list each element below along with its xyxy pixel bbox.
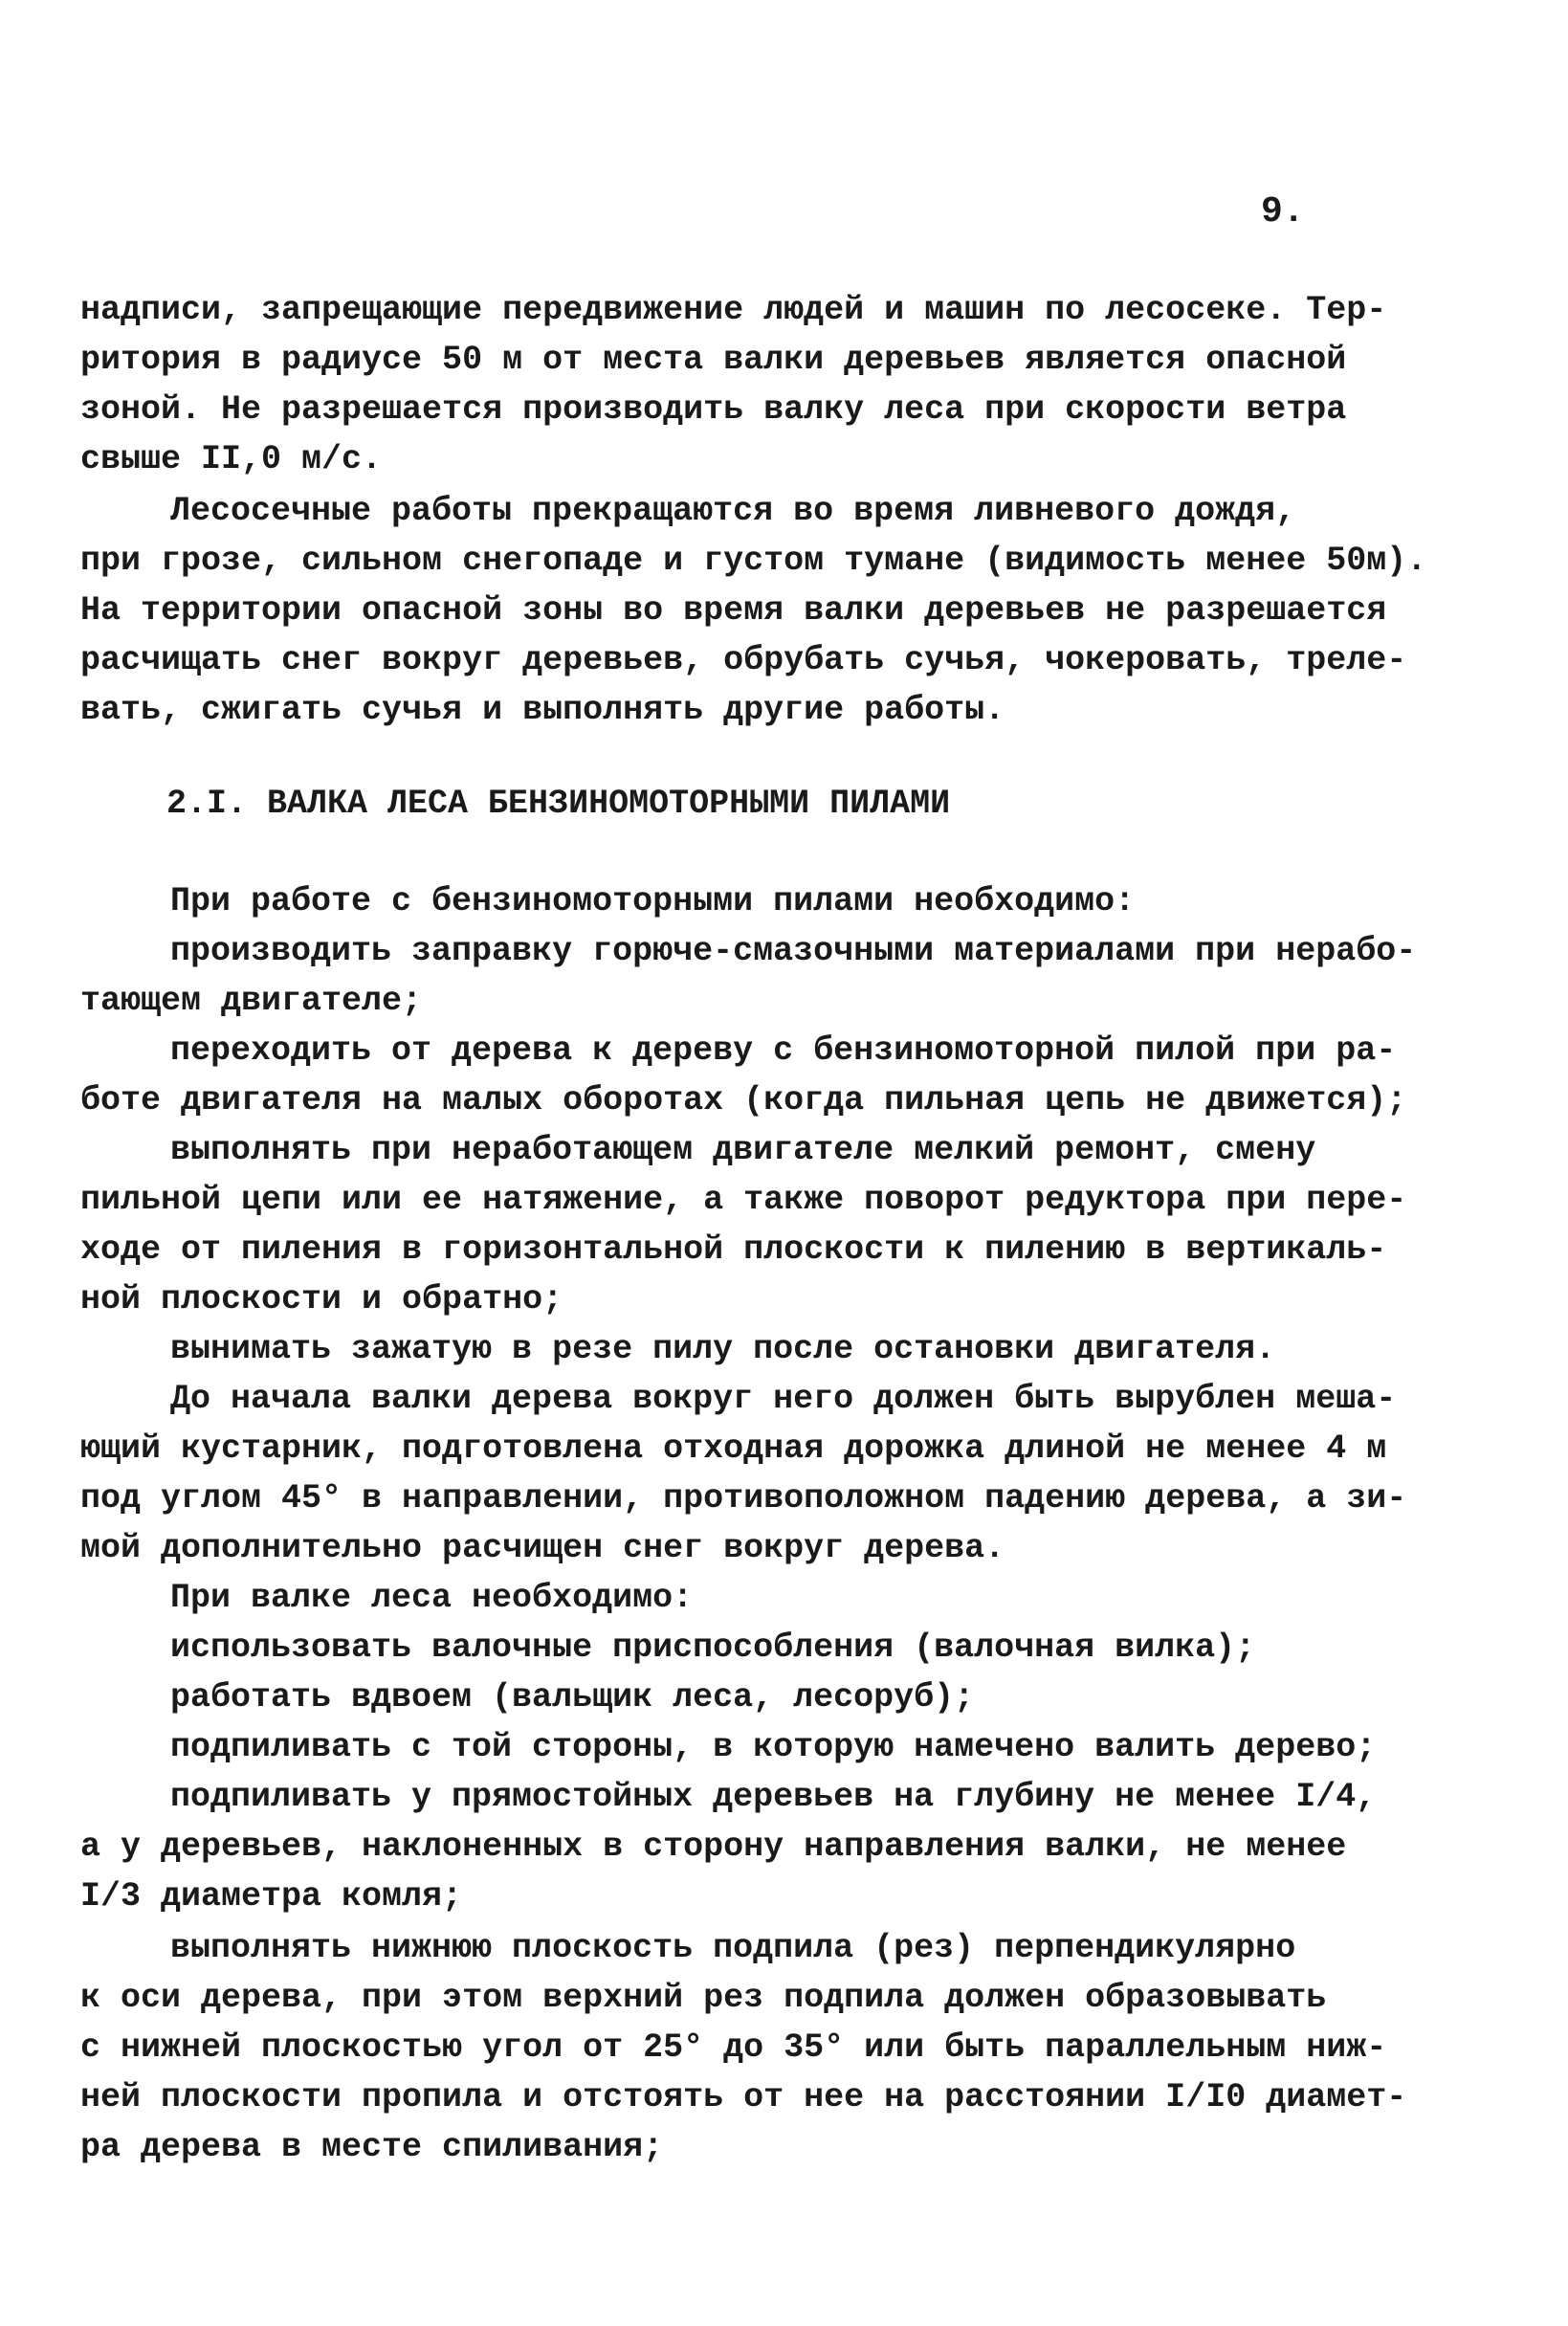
- text-line: а у деревьев, наклоненных в сторону направления валки, не менее: [80, 1828, 1347, 1866]
- text-line: надписи, запрещающие передвижение людей и машин по лесосеке. Тер-: [80, 291, 1387, 329]
- text-line: До начала валки дерева вокруг него должен быть вырублен меша-: [170, 1380, 1397, 1418]
- text-line: I/3 диаметра комля;: [80, 1877, 463, 1916]
- text-line: работать вдвоем (вальщик леса, лесоруб);: [170, 1678, 975, 1717]
- text-line: боте двигателя на малых оборотах (когда пильная цепь не движется);: [80, 1081, 1407, 1119]
- text-fragment: ° в направлении, противоположном падению дерева, а зи-: [321, 1479, 1407, 1517]
- section-heading: 2.I. ВАЛКА ЛЕСА БЕНЗИНОМОТОРНЫМИ ПИЛАМИ: [166, 785, 951, 823]
- text-line: Лесосечные работы прекращаются во время ливневого дождя,: [170, 492, 1296, 530]
- text-line: к оси дерева, при этом верхний рез подпила должен образовывать: [80, 1979, 1327, 2017]
- text-line: На территории опасной зоны во время валки деревьев не разрешается: [80, 591, 1387, 630]
- text-line: При работе с бензиномоторными пилами необходимо:: [170, 882, 1136, 920]
- text-line: при грозе, сильном снегопаде и густом тумане (видимость менее 50м).: [80, 542, 1427, 580]
- text-line: расчищать снег вокруг деревьев, обрубать сучья, чокеровать, треле-: [80, 641, 1407, 679]
- text-fragment: ° до 35: [683, 2028, 825, 2067]
- text-line: ющий кустарник, подготовлена отходная дорожка длиной не менее 4 м: [80, 1429, 1387, 1468]
- text-fragment: ° или быть параллельным ниж-: [824, 2028, 1387, 2067]
- text-line: ней плоскости пропила и отстоять от нее на расстоянии I/I0 диамет-: [80, 2078, 1407, 2116]
- text-line: [80, 2025, 1386, 2071]
- text-line: При валке леса необходимо:: [170, 1579, 694, 1617]
- text-line: мой дополнительно расчищен снег вокруг дерева.: [80, 1529, 1005, 1567]
- text-line: подпиливать у прямостойных деревьев на глубину не менее I/4,: [170, 1778, 1377, 1816]
- text-line: тающем двигателе;: [80, 982, 423, 1020]
- text-line: выполнять нижнюю плоскость подпила (рез) перпендикулярно: [170, 1929, 1296, 1967]
- text-line: вынимать зажатую в резе пилу после остановки двигателя.: [170, 1330, 1276, 1368]
- text-line: свыше II,0 м/с.: [80, 440, 383, 478]
- page-number: 9.: [1261, 191, 1305, 233]
- text-line: ходе от пиления в горизонтальной плоскости к пилению в вертикаль-: [80, 1230, 1387, 1269]
- text-line: производить заправку горюче-смазочными материалами при нерабо-: [170, 932, 1417, 970]
- text-line: пильной цепи или ее натяжение, а также поворот редуктора при пере-: [80, 1181, 1407, 1219]
- text-line: [80, 1475, 1406, 1521]
- text-line: зоной. Не разрешается производить валку леса при скорости ветра: [80, 390, 1347, 429]
- text-line: ра дерева в месте спиливания;: [80, 2128, 664, 2166]
- text-line: ной плоскости и обратно;: [80, 1280, 563, 1318]
- text-line: выполнять при неработающем двигателе мелкий ремонт, смену: [170, 1131, 1316, 1169]
- text-line: переходить от дерева к дереву с бензиномоторной пилой при ра-: [170, 1031, 1397, 1070]
- text-line: подпиливать с той стороны, в которую намечено валить дерево;: [170, 1728, 1377, 1766]
- text-line: ритория в радиусе 50 м от места валки деревьев является опасной: [80, 341, 1347, 379]
- text-fragment: с нижней плоскостью угол от 25: [80, 2028, 684, 2067]
- text-line: использовать валочные приспособления (валочная вилка);: [170, 1628, 1256, 1667]
- text-line: вать, сжигать сучья и выполнять другие работы.: [80, 691, 1005, 729]
- text-fragment: под углом 45: [80, 1479, 322, 1517]
